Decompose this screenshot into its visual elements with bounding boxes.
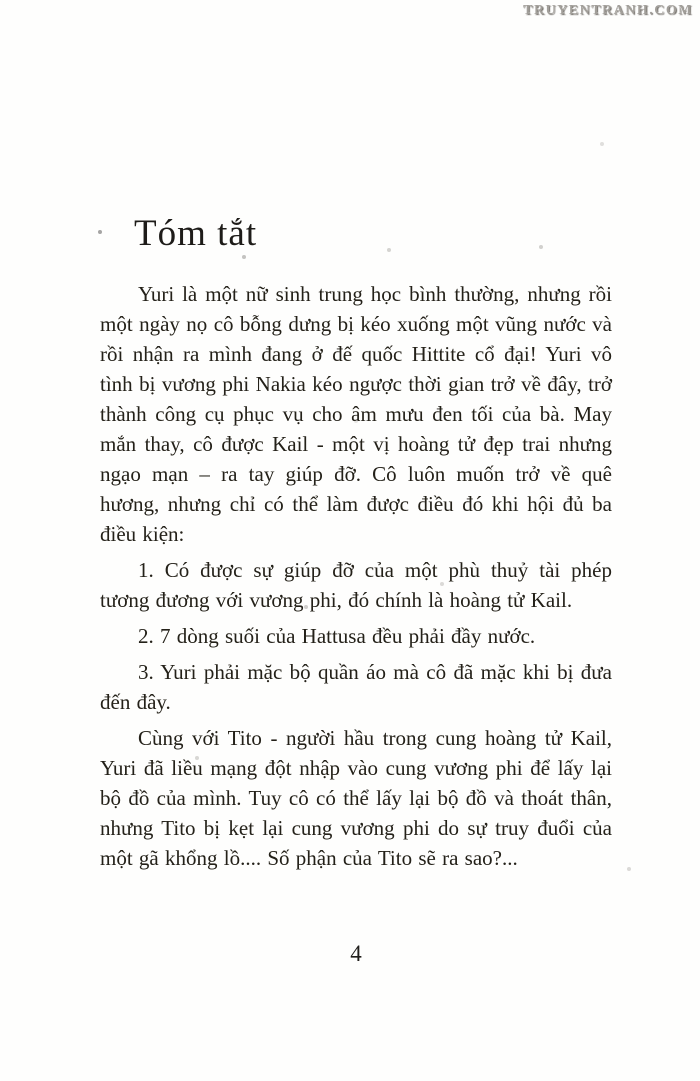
condition-item-1: 1. Có được sự giúp đỡ của một phù thuỷ tài phép tương đương với vương phi, đó chính là hoàng tử Kail.: [100, 558, 612, 612]
watermark: TRUYENTRANH.COM: [523, 3, 693, 18]
summary-intro-paragraph: Yuri là một nữ sinh trung học bình thường, nhưng rồi một ngày nọ cô bỗng dưng bị kéo xuống một vũng nước và rồi nhận ra mình đang ở đế quốc Hittite cổ đại! Yuri vô tình bị vương phi Nakia kéo ngược thời gian trở về đây, trở thành công cụ phục vụ cho âm mưu đen tối của bà. May mắn thay, cô được Kail - một vị hoàng tử đẹp trai nhưng ngạo mạn – ra tay giúp đỡ. Cô luôn muốn trở về quê hương, nhưng chỉ có thể làm được điều đó khi hội đủ ba điều kiện:: [100, 282, 612, 546]
book-page-content: [100, 212, 612, 879]
condition-item-2: 2. 7 dòng suối của Hattusa đều phải đầy nước.: [138, 624, 536, 648]
page-title: Tóm tắt: [134, 213, 258, 254]
page-number: 4: [350, 941, 362, 966]
condition-item-3: 3. Yuri phải mặc bộ quần áo mà cô đã mặc khi bị đưa đến đây.: [100, 660, 612, 714]
scan-noise: [0, 0, 2, 2]
summary-closing-paragraph: Cùng với Tito - người hầu trong cung hoàng tử Kail, Yuri đã liều mạng đột nhập vào cung vương phi để lấy lại bộ đồ của mình. Tuy cô có thể lấy lại bộ đồ và thoát thân, nhưng Tito bị kẹt lại cung vương phi do sự truy đuổi của một gã khổng lồ.... Số phận của Tito sẽ ra sao?...: [100, 726, 612, 870]
